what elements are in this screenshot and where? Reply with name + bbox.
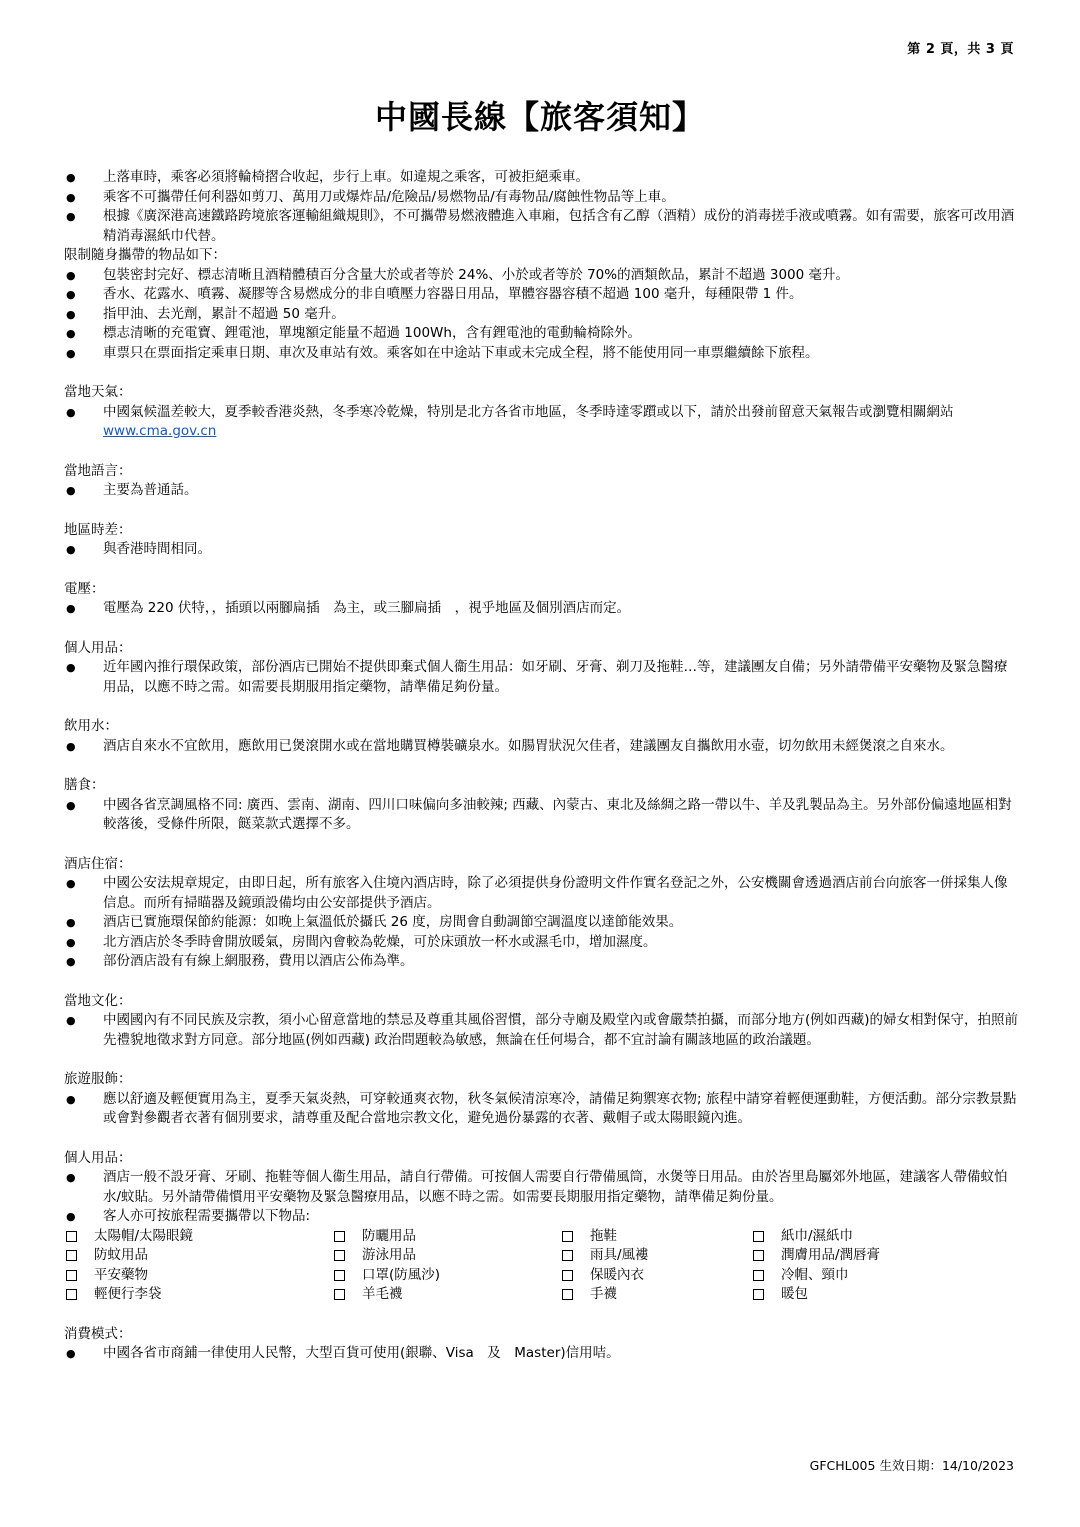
- checklist-item[interactable]: 保暖內衣: [560, 1266, 751, 1286]
- page-number: 第 2 頁，共 3 頁: [907, 42, 1014, 57]
- restricted-list: [64, 266, 1019, 364]
- list-item: ● 標志清晰的充電寶、鋰電池，單塊額定能量不超過 100Wh，含有鋰電池的電動輪椅除外。: [64, 324, 1019, 344]
- weather-link[interactable]: www.cma.gov.cn: [103, 423, 217, 439]
- section-heading: 當地天氣：: [64, 384, 132, 400]
- checklist-item[interactable]: 冷帽、頸巾: [751, 1266, 1001, 1286]
- list-item: [64, 403, 1019, 442]
- language-section: [64, 462, 1019, 501]
- list-item: ● 近年國內推行環保政策，部份酒店已開始不提供即棄式個人衞生用品：如牙刷、牙膏、剃刀及拖鞋…等，建議團友自備；另外請帶備平安藥物及緊急醫療用品，以應不時之需。如需要長期服用指定藥物，請準備足夠份量。: [64, 658, 1019, 697]
- list-item: ● 車票只在票面指定乘車日期、車次及車站有效。乘客如在中途站下車或未完成全程，將不能使用同一車票繼續餘下旅程。: [64, 344, 1019, 364]
- list-item: ● 中國國內有不同民族及宗教，須小心留意當地的禁忌及尊重其風俗習慣，部分寺廟及殿堂內或會嚴禁拍攝，而部分地方(例如西藏)的婦女相對保守，拍照前先禮貌地徵求對方同意。部分地區(例如西藏) 政治問題較為敏感，無論在任何場合，都不宜討論有關該地區的政治議題。: [64, 1011, 1019, 1050]
- hotel-section: [64, 855, 1019, 972]
- checklist-item[interactable]: 紙巾/濕紙巾: [751, 1227, 1001, 1247]
- list-item: ● 上落車時，乘客必須將輪椅摺合收起，步行上車。如違規之乘客，可被拒絕乘車。: [64, 168, 1019, 188]
- checklist-item[interactable]: 潤膚用品/潤唇膏: [751, 1246, 1001, 1266]
- checklist-item[interactable]: 口罩(防風沙): [332, 1266, 560, 1286]
- checklist-item[interactable]: 拖鞋: [560, 1227, 751, 1247]
- checklist-item[interactable]: 雨具/風褸: [560, 1246, 751, 1266]
- checklist-item[interactable]: 暖包: [751, 1285, 1001, 1305]
- list-item: ● 中國各省市商鋪一律使用人民幣，大型百貨可使用(銀聯、Visa 及 Master)信用咭。: [64, 1344, 1019, 1364]
- list-item: ● 應以舒適及輕便實用為主，夏季天氣炎熱，可穿較通爽衣物，秋冬氣候清涼寒冷，請備足夠禦寒衣物; 旅程中請穿着輕便運動鞋，方便活動。部分宗教景點或會對參觀者衣著有個別要求，請尊重及配合當地宗教文化，避免過份暴露的衣著、戴帽子或太陽眼鏡內進。: [64, 1090, 1019, 1129]
- section-heading: 電壓：: [64, 580, 105, 597]
- checklist-item[interactable]: 太陽帽/太陽眼鏡: [64, 1227, 332, 1247]
- weather-section: [64, 383, 1019, 442]
- list-item: ● 酒店已實施環保節約能源：如晚上氣溫低於攝氏 26 度，房間會自動調節空調溫度以達節能效果。: [64, 913, 1019, 933]
- section-heading: 膳食：: [64, 777, 105, 793]
- culture-section: [64, 992, 1019, 1051]
- list-item: ● 與香港時間相同。: [64, 540, 1019, 560]
- section-heading: 旅遊服飾：: [64, 1071, 132, 1087]
- list-item: ● 客人亦可按旅程需要攜帶以下物品:: [64, 1207, 1019, 1227]
- personal-items-section: [64, 639, 1019, 698]
- list-item: ● 中國公安法規章規定，由即日起，所有旅客入住境內酒店時，除了必須提供身份證明文件作實名登記之外，公安機關會透過酒店前台向旅客一併採集人像信息。而所有掃瞄器及鏡頭設備均由公安部提供予酒店。: [64, 874, 1019, 913]
- document-footer: GFCHL005 生效日期：14/10/2023: [809, 1458, 1014, 1473]
- list-item: ● 主要為普通話。: [64, 481, 1019, 501]
- restricted-heading: 限制隨身攜帶的物品如下：: [64, 247, 226, 263]
- checklist-item[interactable]: 游泳用品: [332, 1246, 560, 1266]
- document-body: [64, 168, 1019, 1364]
- personal-items-2-section: [64, 1149, 1019, 1305]
- checklist-item[interactable]: 輕便行李袋: [64, 1285, 332, 1305]
- list-item: ● 乘客不可攜帶任何利器如剪刀、萬用刀或爆炸品/危險品/易燃物品/有毒物品/腐蝕性物品等上車。: [64, 188, 1019, 208]
- list-item: ● 根據《廣深港高速鐵路跨境旅客運輸組織規則》，不可攜帶易燃液體進入車廂，包括含有乙醇（酒精）成份的消毒搓手液或噴霧。如有需要，旅客可改用酒精消毒濕紙巾代替。: [64, 207, 1019, 246]
- section-heading: 個人用品：: [64, 639, 132, 656]
- checklist-item[interactable]: 手襪: [560, 1285, 751, 1305]
- checklist-item[interactable]: 羊毛襪: [332, 1285, 560, 1305]
- list-item: ● 北方酒店於冬季時會開放暖氣，房間內會較為乾燥，可於床頭放一杯水或濕毛巾，增加濕度。: [64, 933, 1019, 953]
- payment-section: [64, 1325, 1019, 1364]
- food-section: [64, 776, 1019, 835]
- list-item: ● 包裝密封完好、標志清晰且酒精體積百分含量大於或者等於 24%、小於或者等於 70%的酒類飲品，累計不超過 3000 毫升。: [64, 266, 1019, 286]
- voltage-section: [64, 580, 1019, 619]
- list-item: ● 酒店一般不設牙膏、牙刷、拖鞋等個人衞生用品，請自行帶備。可按個人需要自行帶備風筒，水煲等日用品。由於峇里島屬郊外地區，建議客人帶備蚊怕水/蚊貼。另外請帶備慣用平安藥物及緊急醫療用品，以應不時之需。如需要長期服用指定藥物，請準備足夠份量。: [64, 1168, 1019, 1207]
- intro-list: [64, 168, 1019, 246]
- page-title: 中國長線【旅客須知】: [374, 98, 705, 136]
- list-item: ● 酒店自來水不宜飲用，應飲用已煲滾開水或在當地購買樽裝礦泉水。如腸胃狀況欠佳者，建議團友自攜飲用水壺，切勿飲用未經煲滾之自來水。: [64, 737, 1019, 757]
- timezone-section: [64, 521, 1019, 560]
- section-heading: 當地文化：: [64, 992, 132, 1009]
- checklist-item[interactable]: 防蚊用品: [64, 1246, 332, 1266]
- water-section: [64, 717, 1019, 756]
- weather-text: 中國氣候溫差較大，夏季較香港炎熱，冬季寒冷乾燥，特別是北方各省市地區，冬季時達零躓或以下，請於出發前留意天氣報告或瀏覽相關網站: [103, 403, 954, 420]
- clothing-section: [64, 1070, 1019, 1129]
- section-heading: 飲用水：: [64, 718, 118, 734]
- list-item: ● 中國各省烹調風格不同: 廣西、雲南、湖南、四川口味偏向多油較辣; 西藏、內蒙古、東北及絲綢之路一帶以牛、羊及乳製品為主。另外部份偏遠地區相對較落後，受條件所限，餸菜款式選擇不多。: [64, 796, 1019, 835]
- checklist-item[interactable]: 平安藥物: [64, 1266, 332, 1286]
- section-heading: 酒店住宿：: [64, 855, 132, 872]
- section-heading: 當地語言：: [64, 462, 132, 479]
- section-heading: 個人用品：: [64, 1149, 132, 1166]
- list-item: ● 香水、花露水、噴霧、凝膠等含易燃成分的非自噴壓力容器日用品，單體容器容積不超過 100 毫升，每種限帶 1 件。: [64, 285, 1019, 305]
- section-heading: 地區時差：: [64, 521, 132, 538]
- list-item: ● 指甲油、去光劑，累計不超過 50 毫升。: [64, 305, 1019, 325]
- checklist-item[interactable]: 防曬用品: [332, 1227, 560, 1247]
- section-heading: 消費模式：: [64, 1325, 132, 1342]
- list-item: ● 部份酒店設有有線上網服務，費用以酒店公佈為準。: [64, 952, 1019, 972]
- packing-checklist: [64, 1227, 1019, 1305]
- list-item: ● 電壓為 220 伏特，，插頭以兩腳扁插 為主，或三腳扁插 ，視乎地區及個別酒店而定。: [64, 599, 1019, 619]
